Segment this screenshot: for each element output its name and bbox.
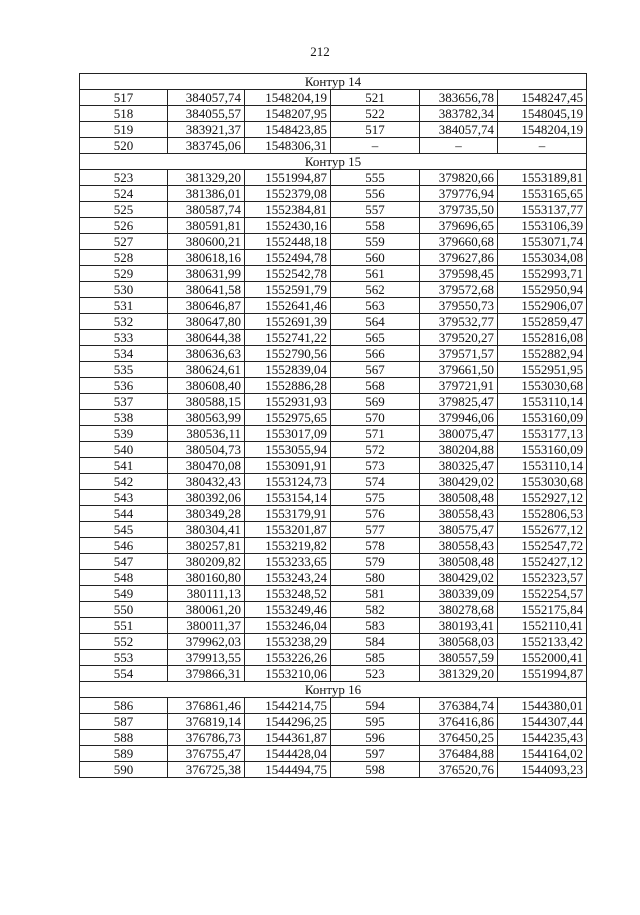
point-number-cell: 568 xyxy=(331,378,420,394)
y-coordinate-cell: 1553106,39 xyxy=(498,218,587,234)
x-coordinate-cell: 379532,77 xyxy=(420,314,498,330)
point-number-cell: 582 xyxy=(331,602,420,618)
y-coordinate-cell: 1552430,16 xyxy=(245,218,331,234)
point-number-cell: 567 xyxy=(331,362,420,378)
y-coordinate-cell: 1552806,53 xyxy=(498,506,587,522)
x-coordinate-cell: 380568,03 xyxy=(420,634,498,650)
y-coordinate-cell: 1552133,42 xyxy=(498,634,587,650)
x-coordinate-cell: 376861,46 xyxy=(168,698,245,714)
contour-title: Контур 15 xyxy=(80,154,587,170)
table-row xyxy=(80,362,587,378)
point-number-cell: 598 xyxy=(331,762,420,778)
x-coordinate-cell: 379627,86 xyxy=(420,250,498,266)
table-row xyxy=(80,650,587,666)
coordinates-table-body xyxy=(80,74,587,778)
x-coordinate-cell: 383656,78 xyxy=(420,90,498,106)
x-coordinate-cell: 379776,94 xyxy=(420,186,498,202)
point-number-cell: 517 xyxy=(80,90,168,106)
y-coordinate-cell: 1552741,22 xyxy=(245,330,331,346)
table-row xyxy=(80,698,587,714)
y-coordinate-cell: 1544214,75 xyxy=(245,698,331,714)
y-coordinate-cell: 1544307,44 xyxy=(498,714,587,730)
x-coordinate-cell: 379571,57 xyxy=(420,346,498,362)
y-coordinate-cell: 1548306,31 xyxy=(245,138,331,154)
y-coordinate-cell: 1552591,79 xyxy=(245,282,331,298)
point-number-cell: 548 xyxy=(80,570,168,586)
table-row xyxy=(80,266,587,282)
x-coordinate-cell: 376484,88 xyxy=(420,746,498,762)
x-coordinate-cell: 380631,99 xyxy=(168,266,245,282)
contour-title: Контур 14 xyxy=(80,74,587,90)
point-number-cell: 536 xyxy=(80,378,168,394)
y-coordinate-cell: 1552906,07 xyxy=(498,298,587,314)
y-coordinate-cell: 1552859,47 xyxy=(498,314,587,330)
y-coordinate-cell: 1553030,68 xyxy=(498,474,587,490)
y-coordinate-cell: 1544164,02 xyxy=(498,746,587,762)
x-coordinate-cell: 380392,06 xyxy=(168,490,245,506)
x-coordinate-cell: 380641,58 xyxy=(168,282,245,298)
x-coordinate-cell: 380557,59 xyxy=(420,650,498,666)
y-coordinate-cell: 1553219,82 xyxy=(245,538,331,554)
x-coordinate-cell: 379696,65 xyxy=(420,218,498,234)
point-number-cell: 560 xyxy=(331,250,420,266)
x-coordinate-cell: – xyxy=(420,138,498,154)
x-coordinate-cell: 380591,81 xyxy=(168,218,245,234)
x-coordinate-cell: 381329,20 xyxy=(420,666,498,682)
point-number-cell: 595 xyxy=(331,714,420,730)
point-number-cell: 540 xyxy=(80,442,168,458)
point-number-cell: 552 xyxy=(80,634,168,650)
y-coordinate-cell: 1552110,41 xyxy=(498,618,587,634)
table-row xyxy=(80,218,587,234)
point-number-cell: 554 xyxy=(80,666,168,682)
x-coordinate-cell: 380111,13 xyxy=(168,586,245,602)
x-coordinate-cell: 380075,47 xyxy=(420,426,498,442)
table-row xyxy=(80,458,587,474)
table-row xyxy=(80,202,587,218)
y-coordinate-cell: 1552790,56 xyxy=(245,346,331,362)
point-number-cell: 532 xyxy=(80,314,168,330)
point-number-cell: 519 xyxy=(80,122,168,138)
x-coordinate-cell: 379572,68 xyxy=(420,282,498,298)
y-coordinate-cell: 1544296,25 xyxy=(245,714,331,730)
point-number-cell: 573 xyxy=(331,458,420,474)
x-coordinate-cell: 379866,31 xyxy=(168,666,245,682)
coordinates-table xyxy=(79,73,587,778)
x-coordinate-cell: 384057,74 xyxy=(420,122,498,138)
point-number-cell: 597 xyxy=(331,746,420,762)
point-number-cell: 527 xyxy=(80,234,168,250)
x-coordinate-cell: 380644,38 xyxy=(168,330,245,346)
table-row xyxy=(80,378,587,394)
x-coordinate-cell: 379913,55 xyxy=(168,650,245,666)
y-coordinate-cell: 1552254,57 xyxy=(498,586,587,602)
y-coordinate-cell: 1553226,26 xyxy=(245,650,331,666)
y-coordinate-cell: 1553017,09 xyxy=(245,426,331,442)
y-coordinate-cell: 1553179,91 xyxy=(245,506,331,522)
x-coordinate-cell: 380618,16 xyxy=(168,250,245,266)
table-row xyxy=(80,426,587,442)
point-number-cell: 523 xyxy=(80,170,168,186)
y-coordinate-cell: 1553210,06 xyxy=(245,666,331,682)
y-coordinate-cell: 1552816,08 xyxy=(498,330,587,346)
x-coordinate-cell: 376725,38 xyxy=(168,762,245,778)
point-number-cell: 556 xyxy=(331,186,420,202)
x-coordinate-cell: 380587,74 xyxy=(168,202,245,218)
point-number-cell: 526 xyxy=(80,218,168,234)
point-number-cell: 585 xyxy=(331,650,420,666)
table-row xyxy=(80,634,587,650)
point-number-cell: 578 xyxy=(331,538,420,554)
x-coordinate-cell: 380647,80 xyxy=(168,314,245,330)
point-number-cell: 561 xyxy=(331,266,420,282)
point-number-cell: 581 xyxy=(331,586,420,602)
table-row xyxy=(80,618,587,634)
y-coordinate-cell: 1544361,87 xyxy=(245,730,331,746)
y-coordinate-cell: 1552427,12 xyxy=(498,554,587,570)
x-coordinate-cell: 376520,76 xyxy=(420,762,498,778)
y-coordinate-cell: 1552931,93 xyxy=(245,394,331,410)
table-row xyxy=(80,570,587,586)
x-coordinate-cell: 380325,47 xyxy=(420,458,498,474)
x-coordinate-cell: 379598,45 xyxy=(420,266,498,282)
y-coordinate-cell: 1553030,68 xyxy=(498,378,587,394)
point-number-cell: 533 xyxy=(80,330,168,346)
x-coordinate-cell: 379820,66 xyxy=(420,170,498,186)
table-row xyxy=(80,346,587,362)
point-number-cell: 569 xyxy=(331,394,420,410)
y-coordinate-cell: 1552547,72 xyxy=(498,538,587,554)
y-coordinate-cell: 1552950,94 xyxy=(498,282,587,298)
y-coordinate-cell: 1552886,28 xyxy=(245,378,331,394)
x-coordinate-cell: 380349,28 xyxy=(168,506,245,522)
point-number-cell: 580 xyxy=(331,570,420,586)
point-number-cell: 559 xyxy=(331,234,420,250)
point-number-cell: 562 xyxy=(331,282,420,298)
x-coordinate-cell: 380558,43 xyxy=(420,538,498,554)
x-coordinate-cell: 381386,01 xyxy=(168,186,245,202)
x-coordinate-cell: 380204,88 xyxy=(420,442,498,458)
y-coordinate-cell: 1552951,95 xyxy=(498,362,587,378)
table-row xyxy=(80,122,587,138)
table-row xyxy=(80,314,587,330)
point-number-cell: 586 xyxy=(80,698,168,714)
y-coordinate-cell: 1548207,95 xyxy=(245,106,331,122)
y-coordinate-cell: 1548204,19 xyxy=(498,122,587,138)
point-number-cell: 577 xyxy=(331,522,420,538)
x-coordinate-cell: 383745,06 xyxy=(168,138,245,154)
y-coordinate-cell: 1552927,12 xyxy=(498,490,587,506)
x-coordinate-cell: 376819,14 xyxy=(168,714,245,730)
point-number-cell: 564 xyxy=(331,314,420,330)
table-row xyxy=(80,410,587,426)
table-row xyxy=(80,762,587,778)
y-coordinate-cell: 1553124,73 xyxy=(245,474,331,490)
x-coordinate-cell: 380160,80 xyxy=(168,570,245,586)
y-coordinate-cell: 1553189,81 xyxy=(498,170,587,186)
table-row xyxy=(80,282,587,298)
table-row xyxy=(80,90,587,106)
x-coordinate-cell: 380508,48 xyxy=(420,554,498,570)
x-coordinate-cell: 380304,41 xyxy=(168,522,245,538)
point-number-cell: 575 xyxy=(331,490,420,506)
x-coordinate-cell: 380257,81 xyxy=(168,538,245,554)
table-row xyxy=(80,106,587,122)
y-coordinate-cell: 1553034,08 xyxy=(498,250,587,266)
x-coordinate-cell: 383782,34 xyxy=(420,106,498,122)
y-coordinate-cell: 1553160,09 xyxy=(498,410,587,426)
point-number-cell: 555 xyxy=(331,170,420,186)
x-coordinate-cell: 380432,43 xyxy=(168,474,245,490)
x-coordinate-cell: 379962,03 xyxy=(168,634,245,650)
point-number-cell: 546 xyxy=(80,538,168,554)
point-number-cell: 517 xyxy=(331,122,420,138)
point-number-cell: 542 xyxy=(80,474,168,490)
y-coordinate-cell: 1553137,77 xyxy=(498,202,587,218)
table-row xyxy=(80,186,587,202)
x-coordinate-cell: 383921,37 xyxy=(168,122,245,138)
point-number-cell: 518 xyxy=(80,106,168,122)
point-number-cell: 537 xyxy=(80,394,168,410)
y-coordinate-cell: 1553165,65 xyxy=(498,186,587,202)
x-coordinate-cell: 379946,06 xyxy=(420,410,498,426)
y-coordinate-cell: 1548045,19 xyxy=(498,106,587,122)
x-coordinate-cell: 380429,02 xyxy=(420,570,498,586)
y-coordinate-cell: 1553246,04 xyxy=(245,618,331,634)
x-coordinate-cell: 380536,11 xyxy=(168,426,245,442)
y-coordinate-cell: 1548423,85 xyxy=(245,122,331,138)
point-number-cell: 538 xyxy=(80,410,168,426)
y-coordinate-cell: 1544494,75 xyxy=(245,762,331,778)
y-coordinate-cell: 1553055,94 xyxy=(245,442,331,458)
x-coordinate-cell: 379550,73 xyxy=(420,298,498,314)
y-coordinate-cell: 1553177,13 xyxy=(498,426,587,442)
y-coordinate-cell: 1552993,71 xyxy=(498,266,587,282)
x-coordinate-cell: 376755,47 xyxy=(168,746,245,762)
x-coordinate-cell: 384055,57 xyxy=(168,106,245,122)
point-number-cell: 522 xyxy=(331,106,420,122)
y-coordinate-cell: 1552175,84 xyxy=(498,602,587,618)
y-coordinate-cell: 1552000,41 xyxy=(498,650,587,666)
x-coordinate-cell: 379660,68 xyxy=(420,234,498,250)
y-coordinate-cell: 1551994,87 xyxy=(498,666,587,682)
point-number-cell: 525 xyxy=(80,202,168,218)
table-row xyxy=(80,330,587,346)
point-number-cell: 566 xyxy=(331,346,420,362)
x-coordinate-cell: 380209,82 xyxy=(168,554,245,570)
point-number-cell: 565 xyxy=(331,330,420,346)
y-coordinate-cell: 1553071,74 xyxy=(498,234,587,250)
y-coordinate-cell: 1551994,87 xyxy=(245,170,331,186)
x-coordinate-cell: 380608,40 xyxy=(168,378,245,394)
table-row xyxy=(80,506,587,522)
x-coordinate-cell: 380193,41 xyxy=(420,618,498,634)
y-coordinate-cell: 1552677,12 xyxy=(498,522,587,538)
x-coordinate-cell: 380624,61 xyxy=(168,362,245,378)
point-number-cell: 579 xyxy=(331,554,420,570)
y-coordinate-cell: 1552882,94 xyxy=(498,346,587,362)
y-coordinate-cell: 1544380,01 xyxy=(498,698,587,714)
point-number-cell: 584 xyxy=(331,634,420,650)
y-coordinate-cell: 1553160,09 xyxy=(498,442,587,458)
point-number-cell: 545 xyxy=(80,522,168,538)
point-number-cell: 574 xyxy=(331,474,420,490)
point-number-cell: 563 xyxy=(331,298,420,314)
contour-title: Контур 16 xyxy=(80,682,587,698)
point-number-cell: 557 xyxy=(331,202,420,218)
y-coordinate-cell: 1552384,81 xyxy=(245,202,331,218)
y-coordinate-cell: 1544093,23 xyxy=(498,762,587,778)
x-coordinate-cell: 384057,74 xyxy=(168,90,245,106)
y-coordinate-cell: 1553110,14 xyxy=(498,458,587,474)
y-coordinate-cell: 1553154,14 xyxy=(245,490,331,506)
table-row xyxy=(80,522,587,538)
y-coordinate-cell: 1553233,65 xyxy=(245,554,331,570)
table-row xyxy=(80,554,587,570)
x-coordinate-cell: 380563,99 xyxy=(168,410,245,426)
y-coordinate-cell: 1552839,04 xyxy=(245,362,331,378)
point-number-cell: 547 xyxy=(80,554,168,570)
table-row xyxy=(80,138,587,154)
x-coordinate-cell: 376450,25 xyxy=(420,730,498,746)
x-coordinate-cell: 380646,87 xyxy=(168,298,245,314)
y-coordinate-cell: 1553110,14 xyxy=(498,394,587,410)
table-row xyxy=(80,714,587,730)
table-row xyxy=(80,394,587,410)
point-number-cell: 544 xyxy=(80,506,168,522)
y-coordinate-cell: 1553243,24 xyxy=(245,570,331,586)
y-coordinate-cell: 1552323,57 xyxy=(498,570,587,586)
point-number-cell: 529 xyxy=(80,266,168,282)
x-coordinate-cell: 379735,50 xyxy=(420,202,498,218)
table-row xyxy=(80,746,587,762)
page-number: 212 xyxy=(310,44,330,59)
table-row xyxy=(80,474,587,490)
x-coordinate-cell: 380575,47 xyxy=(420,522,498,538)
point-number-cell: 551 xyxy=(80,618,168,634)
y-coordinate-cell: 1552691,39 xyxy=(245,314,331,330)
y-coordinate-cell: 1544235,43 xyxy=(498,730,587,746)
point-number-cell: 583 xyxy=(331,618,420,634)
x-coordinate-cell: 380600,21 xyxy=(168,234,245,250)
x-coordinate-cell: 380339,09 xyxy=(420,586,498,602)
point-number-cell: 520 xyxy=(80,138,168,154)
y-coordinate-cell: 1544428,04 xyxy=(245,746,331,762)
contour-header-row xyxy=(80,682,587,698)
point-number-cell: 558 xyxy=(331,218,420,234)
y-coordinate-cell: 1548247,45 xyxy=(498,90,587,106)
x-coordinate-cell: 379825,47 xyxy=(420,394,498,410)
point-number-cell: 572 xyxy=(331,442,420,458)
point-number-cell: 596 xyxy=(331,730,420,746)
table-row xyxy=(80,490,587,506)
point-number-cell: 571 xyxy=(331,426,420,442)
x-coordinate-cell: 380011,37 xyxy=(168,618,245,634)
y-coordinate-cell: 1552448,18 xyxy=(245,234,331,250)
y-coordinate-cell: 1552494,78 xyxy=(245,250,331,266)
point-number-cell: 539 xyxy=(80,426,168,442)
x-coordinate-cell: 379721,91 xyxy=(420,378,498,394)
table-row xyxy=(80,586,587,602)
point-number-cell: 589 xyxy=(80,746,168,762)
point-number-cell: 553 xyxy=(80,650,168,666)
y-coordinate-cell: 1552641,46 xyxy=(245,298,331,314)
x-coordinate-cell: 380061,20 xyxy=(168,602,245,618)
y-coordinate-cell: 1548204,19 xyxy=(245,90,331,106)
y-coordinate-cell: 1552975,65 xyxy=(245,410,331,426)
y-coordinate-cell: 1553238,29 xyxy=(245,634,331,650)
point-number-cell: 549 xyxy=(80,586,168,602)
point-number-cell: 521 xyxy=(331,90,420,106)
x-coordinate-cell: 380508,48 xyxy=(420,490,498,506)
table-row xyxy=(80,442,587,458)
point-number-cell: – xyxy=(331,138,420,154)
y-coordinate-cell: 1553249,46 xyxy=(245,602,331,618)
point-number-cell: 587 xyxy=(80,714,168,730)
table-row xyxy=(80,602,587,618)
x-coordinate-cell: 381329,20 xyxy=(168,170,245,186)
x-coordinate-cell: 376786,73 xyxy=(168,730,245,746)
contour-header-row xyxy=(80,154,587,170)
x-coordinate-cell: 380278,68 xyxy=(420,602,498,618)
point-number-cell: 576 xyxy=(331,506,420,522)
point-number-cell: 550 xyxy=(80,602,168,618)
point-number-cell: 535 xyxy=(80,362,168,378)
point-number-cell: 534 xyxy=(80,346,168,362)
point-number-cell: 590 xyxy=(80,762,168,778)
table-row xyxy=(80,538,587,554)
table-row xyxy=(80,250,587,266)
y-coordinate-cell: 1553248,52 xyxy=(245,586,331,602)
y-coordinate-cell: 1552379,08 xyxy=(245,186,331,202)
x-coordinate-cell: 380470,08 xyxy=(168,458,245,474)
point-number-cell: 528 xyxy=(80,250,168,266)
point-number-cell: 588 xyxy=(80,730,168,746)
x-coordinate-cell: 380588,15 xyxy=(168,394,245,410)
point-number-cell: 530 xyxy=(80,282,168,298)
y-coordinate-cell: – xyxy=(498,138,587,154)
x-coordinate-cell: 380429,02 xyxy=(420,474,498,490)
x-coordinate-cell: 380636,63 xyxy=(168,346,245,362)
point-number-cell: 531 xyxy=(80,298,168,314)
contour-header-row xyxy=(80,74,587,90)
x-coordinate-cell: 376384,74 xyxy=(420,698,498,714)
table-row xyxy=(80,170,587,186)
table-row xyxy=(80,234,587,250)
y-coordinate-cell: 1553201,87 xyxy=(245,522,331,538)
point-number-cell: 570 xyxy=(331,410,420,426)
table-row xyxy=(80,730,587,746)
point-number-cell: 541 xyxy=(80,458,168,474)
point-number-cell: 543 xyxy=(80,490,168,506)
y-coordinate-cell: 1552542,78 xyxy=(245,266,331,282)
x-coordinate-cell: 379661,50 xyxy=(420,362,498,378)
point-number-cell: 524 xyxy=(80,186,168,202)
table-row xyxy=(80,298,587,314)
point-number-cell: 594 xyxy=(331,698,420,714)
x-coordinate-cell: 380558,43 xyxy=(420,506,498,522)
x-coordinate-cell: 376416,86 xyxy=(420,714,498,730)
x-coordinate-cell: 379520,27 xyxy=(420,330,498,346)
y-coordinate-cell: 1553091,91 xyxy=(245,458,331,474)
table-row xyxy=(80,666,587,682)
point-number-cell: 523 xyxy=(331,666,420,682)
x-coordinate-cell: 380504,73 xyxy=(168,442,245,458)
